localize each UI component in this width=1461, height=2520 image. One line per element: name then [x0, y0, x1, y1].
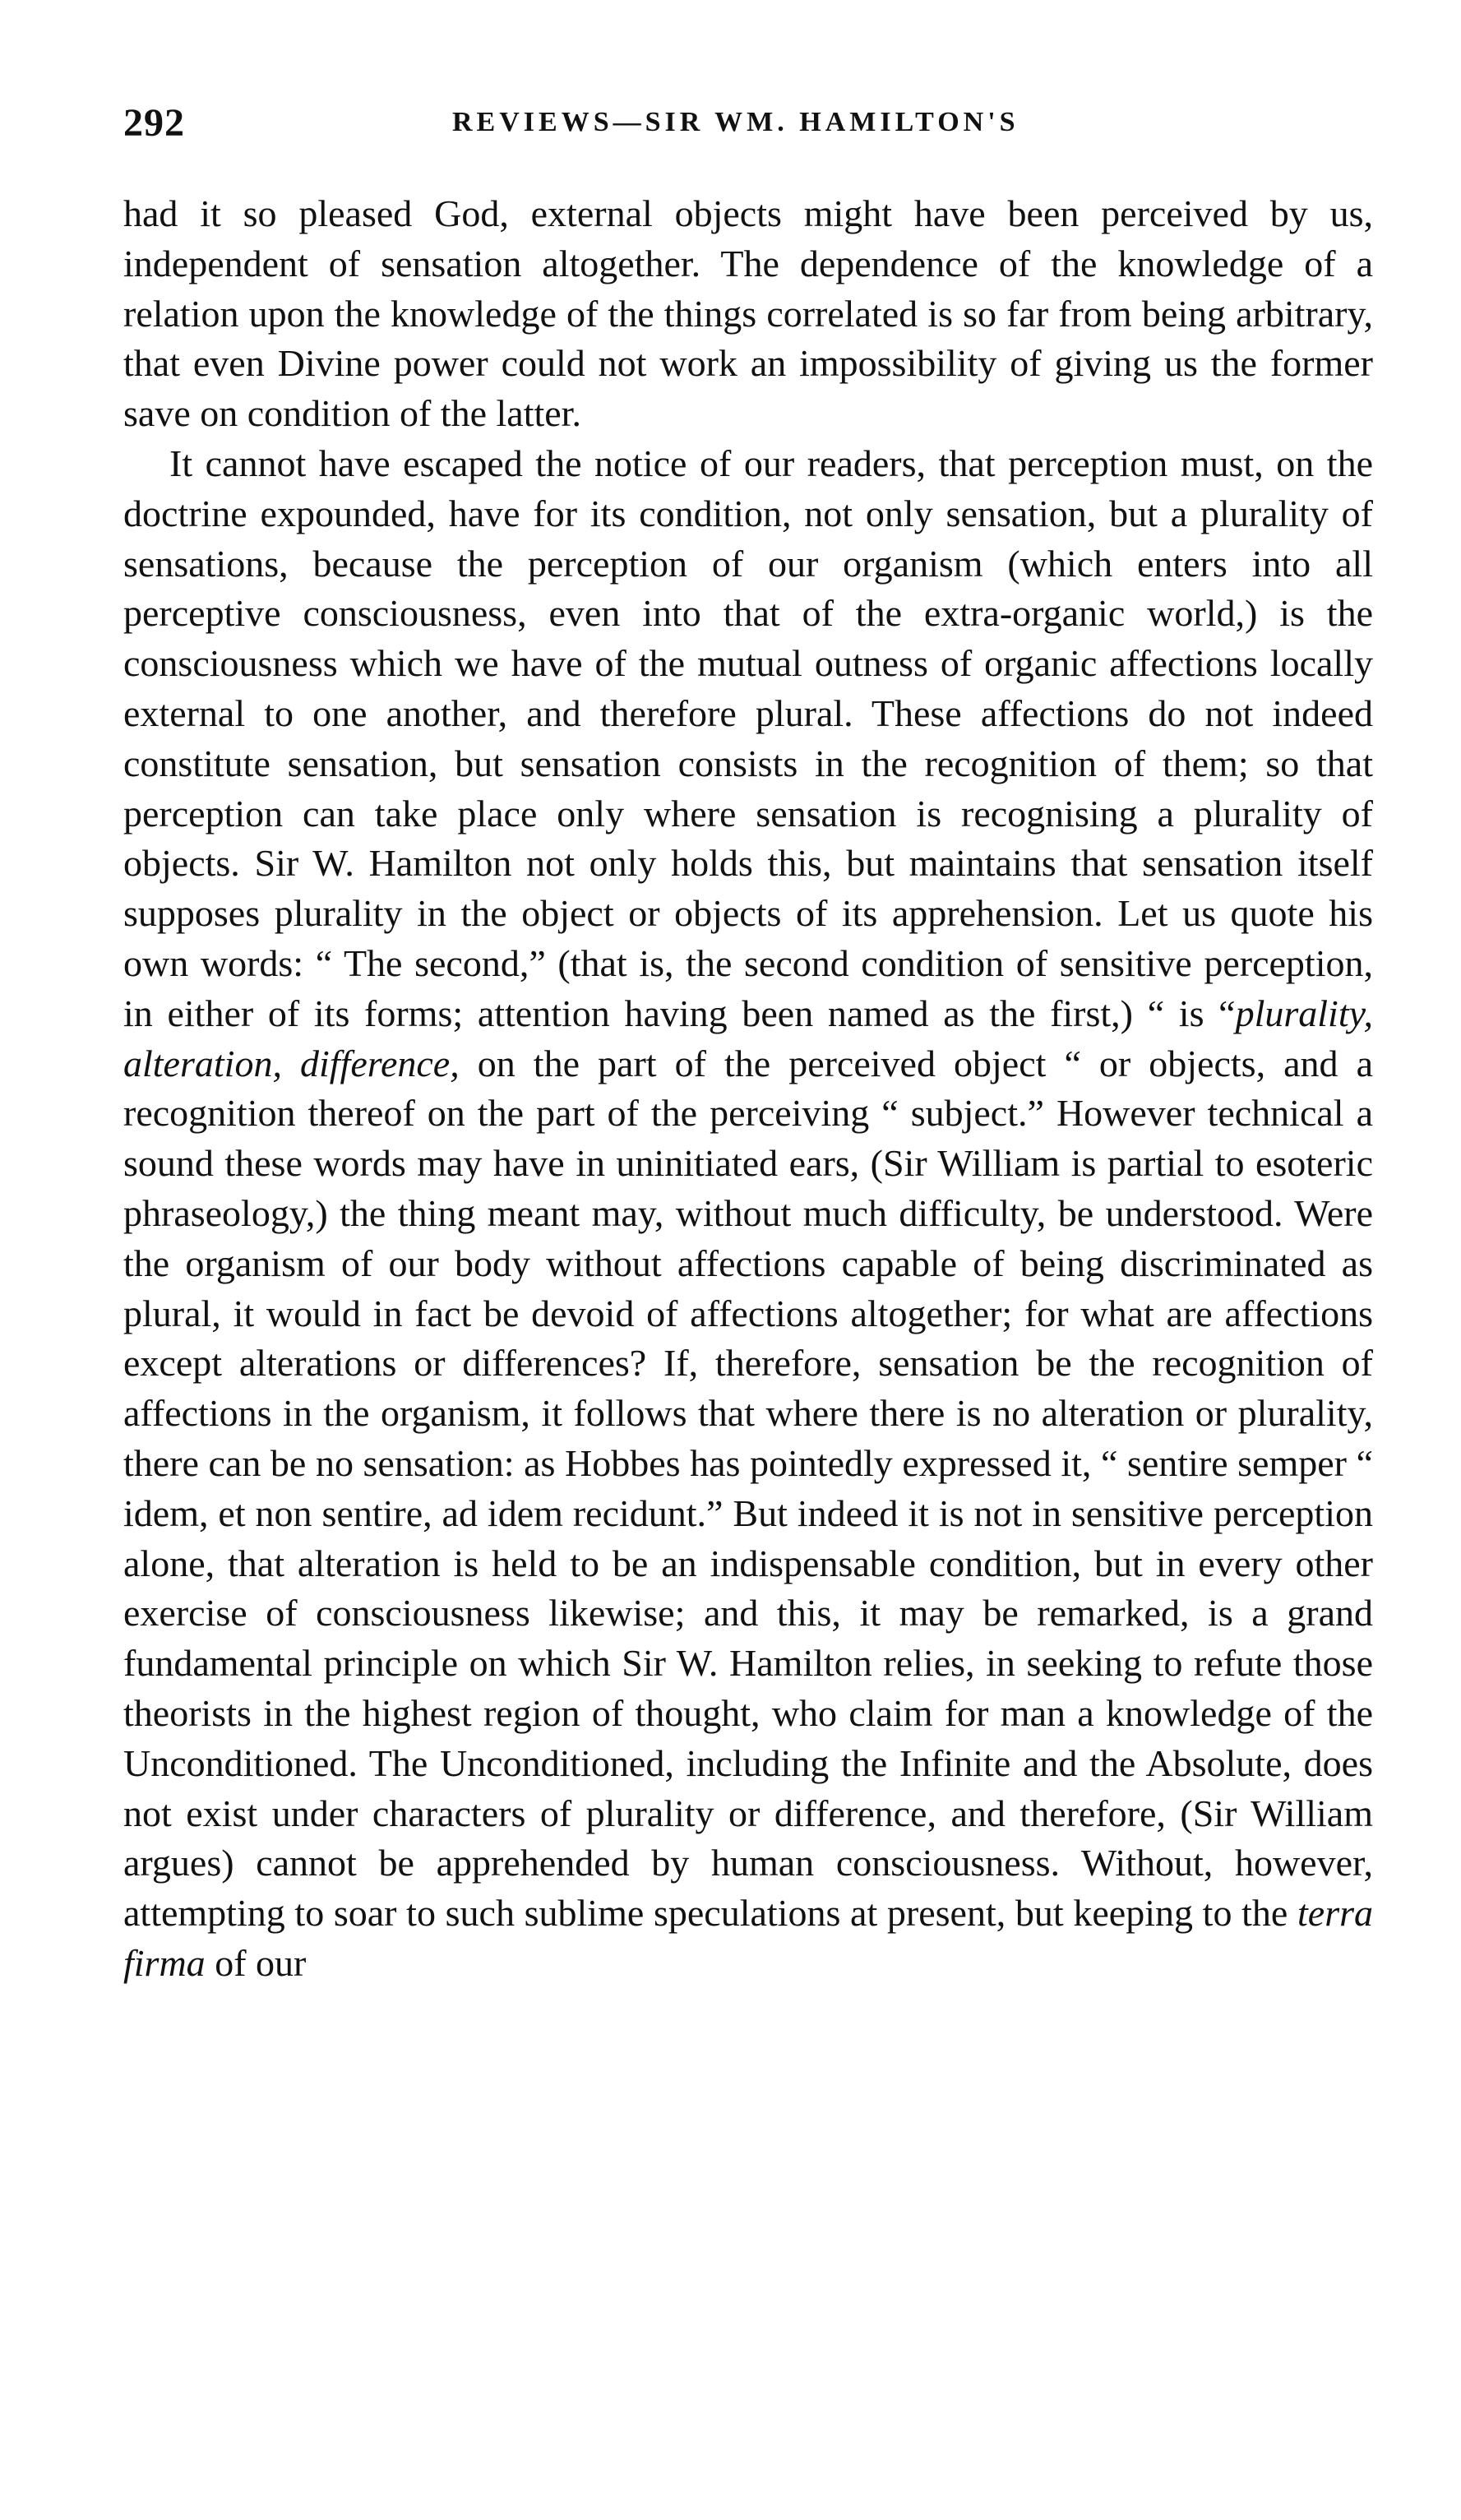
- running-head: [123, 100, 1357, 150]
- italic-term-difference: difference,: [300, 1042, 460, 1084]
- paragraph-text: It cannot have escaped the notice of our readers, that perception must, on the doctrine expounded, have for its condition, not only sensation, but a plurality of sensations, because the perception of our organism (which enters into all perceptive consciousness, even into that of the extra-organic world,) is the consciousness which we have of the mutual outness of organic affections locally external to one another, and therefore plural. These affections do not indeed constitute sensation, but sensation consists in the recognition of them; so that perception can take place only where sensation is recognising a plurality of objects. Sir W. Hamilton not only holds this, but maintains that sensation itself supposes plurality in the object or objects of its apprehension. Let us quote his own words: “ The second,” (that is, the second condition of sensitive perception, in either of its forms; attention having been named as the first,) “ is “: [123, 442, 1373, 1034]
- body-text: [123, 189, 1373, 1989]
- paragraph-continuation: had it so pleased God, external objects might have been perceived by us, independent of sensation altogether. The dependence of the knowledge of a relation upon the knowledge of the things correlated is so far from being arbitrary, that even Divine power could not work an impossibility of giving us the former save on condition of the latter.: [123, 192, 1373, 435]
- paragraph-text: on the part of the perceived object “ or objects, and a recognition thereof on the part of the perceiving “ subject.” However technical a sound these words may have in uninitiated ears, (Sir William is partial to esoteric phraseology,) the thing meant may, without much difficulty, be understood. Were the organism of our body without affections capable of being discriminated as plural, it would in fact be devoid of affections altogether; for what are affections except alterations or differences? If, therefore, sensation be the recognition of affections in the organism, it follows that where there is no alteration or plurality, there can be no sensation: as Hobbes has pointedly expressed it, “ sentire semper “ idem, et non sentire, ad idem recidunt.” But indeed it is not in sensitive perception alone, that alteration is held to be an indispensable condition, but in every other exercise of consciousness likewise; and this, it may be remarked, is a grand fundamental principle on which Sir W. Hamilton relies, in seeking to refute those theorists in the highest region of thought, who claim for man a knowledge of the Unconditioned. The Unconditioned, including the Infinite and the Absolute, does not exist under characters of plurality or difference, and therefore, (Sir William argues) cannot be apprehended by human consciousness. Without, however, attempting to soar to such sublime speculations at present, but keeping to the: [123, 1042, 1373, 1935]
- paragraph-perception: [123, 439, 1373, 1989]
- italic-term-alteration: alteration,: [123, 1042, 282, 1084]
- italic-term-plurality: plurality,: [1235, 992, 1373, 1034]
- paragraph-text: of our: [205, 1941, 307, 1984]
- running-title: REVIEWS—SIR WM. HAMILTON'S: [452, 107, 1019, 137]
- italic-term-terra-firma: terra firma: [123, 1892, 1373, 1984]
- page-number: 292: [123, 101, 185, 145]
